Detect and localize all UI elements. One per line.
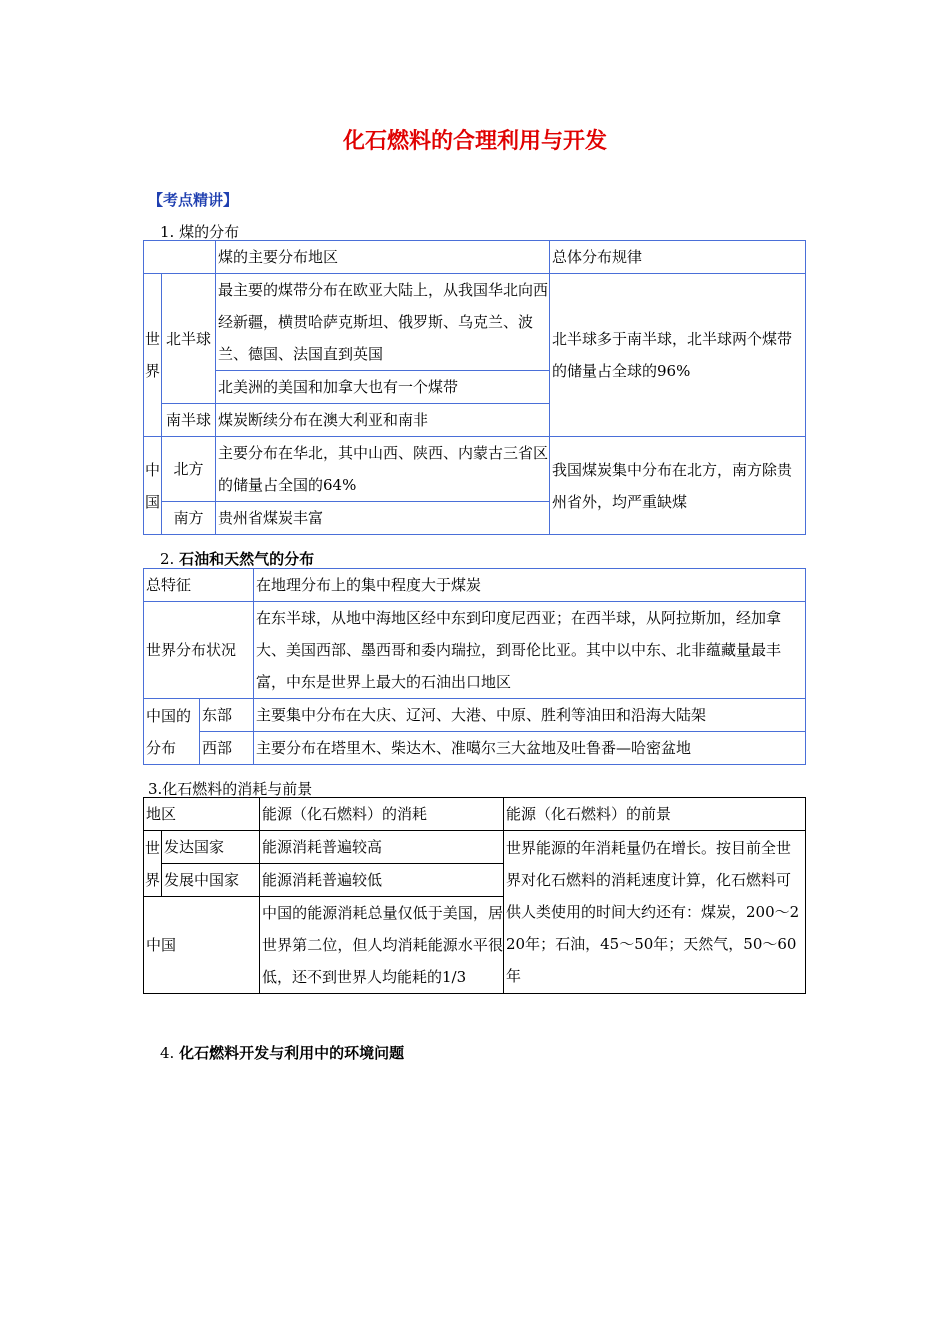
section-3-heading: 3.化石燃料的消耗与前景: [148, 780, 313, 798]
west-text: 主要分布在塔里木、柴达木、准噶尔三大盆地及吐鲁番—哈密盆地: [254, 732, 806, 765]
section-1-heading: 1. 煤的分布: [160, 223, 240, 241]
total-text: 在地理分布上的集中程度大于煤炭: [254, 569, 806, 602]
header-consumption: 能源（化石燃料）的消耗: [260, 798, 504, 831]
row-south-hemisphere: 南半球: [162, 404, 216, 437]
section-2-title: 石油和天然气的分布: [179, 550, 315, 568]
south-distribution: 煤炭断续分布在澳大利亚和南非: [216, 404, 550, 437]
developed-consumption: 能源消耗普遍较高: [260, 831, 504, 864]
china-label: 中国的分布: [144, 699, 200, 765]
row-world: 世界: [144, 831, 162, 897]
section-2-heading: [160, 548, 314, 569]
section-4-heading: [160, 1042, 404, 1063]
row-north-hemisphere: 北半球: [162, 274, 216, 404]
header-area: 地区: [144, 798, 260, 831]
china-south-distribution: 贵州省煤炭丰富: [216, 502, 550, 535]
north-main-belt: 最主要的煤带分布在欧亚大陆上，从我国华北向西经新疆，横贯哈萨克斯坦、俄罗斯、乌克兰、波兰、德国、法国直到英国: [216, 274, 550, 371]
row-china-north: 北方: [162, 437, 216, 502]
north-america-belt: 北美洲的美国和加拿大也有一个煤带: [216, 371, 550, 404]
china-label: 中国: [144, 897, 260, 994]
header-rule: 总体分布规律: [550, 241, 806, 274]
header-blank: [144, 241, 216, 274]
oil-gas-table: [143, 568, 806, 765]
world-rule: 北半球多于南半球，北半球两个煤带的储量占全球的96%: [550, 274, 806, 437]
prospect-text: 世界能源的年消耗量仍在增长。按目前全世界对化石燃料的消耗速度计算，化石燃料可供人类使用的时间大约还有：煤炭，200～220年；石油，45～50年；天然气，50～60年: [504, 831, 806, 994]
coal-distribution-table: [143, 240, 806, 535]
section-4-number: 4.: [160, 1044, 175, 1062]
world-text: 在东半球，从地中海地区经中东到印度尼西亚；在西半球，从阿拉斯加，经加拿大、美国西部、墨西哥和委内瑞拉，到哥伦比亚。其中以中东、北非蕴藏量最丰富，中东是世界上最大的石油出口地区: [254, 602, 806, 699]
world-label: 世界分布状况: [144, 602, 254, 699]
page-title: 化石燃料的合理利用与开发: [342, 129, 607, 154]
china-north-distribution: 主要分布在华北，其中山西、陕西、内蒙古三省区的储量占全国的64%: [216, 437, 550, 502]
developing-consumption: 能源消耗普遍较低: [260, 864, 504, 897]
west-label: 西部: [200, 732, 254, 765]
developing-label: 发展中国家: [162, 864, 260, 897]
row-world: 世界: [144, 274, 162, 437]
east-label: 东部: [200, 699, 254, 732]
east-text: 主要集中分布在大庆、辽河、大港、中原、胜利等油田和沿海大陆架: [254, 699, 806, 732]
consumption-table: [143, 797, 806, 994]
header-region: 煤的主要分布地区: [216, 241, 550, 274]
total-label: 总特征: [144, 569, 254, 602]
china-consumption: 中国的能源消耗总量仅低于美国，居世界第二位，但人均消耗能源水平很低，还不到世界人均能耗的1/3: [260, 897, 504, 994]
row-china: 中国: [144, 437, 162, 535]
developed-label: 发达国家: [162, 831, 260, 864]
section-4-title: 化石燃料开发与利用中的环境问题: [179, 1044, 405, 1062]
row-china-south: 南方: [162, 502, 216, 535]
header-prospect: 能源（化石燃料）的前景: [504, 798, 806, 831]
section-2-number: 2.: [160, 550, 175, 568]
section-tag: 【考点精讲】: [148, 191, 239, 209]
china-rule: 我国煤炭集中分布在北方，南方除贵州省外，均严重缺煤: [550, 437, 806, 535]
